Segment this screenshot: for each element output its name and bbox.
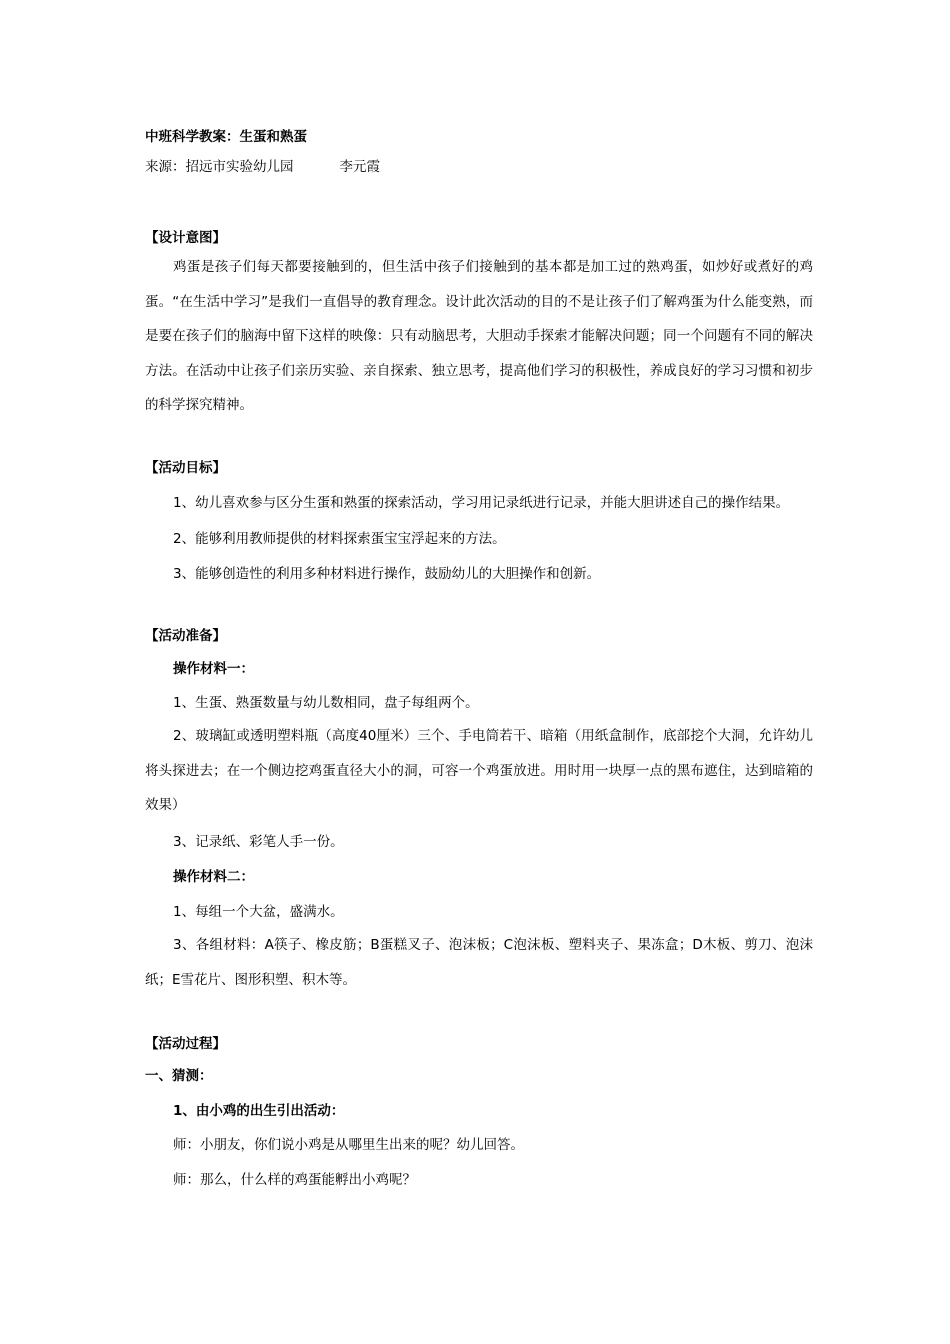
design-heading: 【设计意图】 (145, 230, 226, 246)
material-item: 2、玻璃缸或透明塑料瓶（高度40厘米）三个、手电筒若干、暗箱（用纸盒制作，底部挖个大洞，允许幼儿将头探进去；在一个侧边挖鸡蛋直径大小的洞，可容一个鸡蛋放进。用时用一块厚一点的黑布遮住，达到暗箱的效果） (145, 728, 813, 813)
material-item: 3、记录纸、彩笔人手一份。 (173, 834, 344, 850)
source-label: 来源：招远市实验幼儿园 (145, 159, 294, 175)
author-name: 李元霞 (339, 159, 380, 175)
material-item: 1、生蛋、熟蛋数量与幼儿数相同，盘子每组两个。 (173, 695, 479, 711)
step-one-heading: 一、猜测： (145, 1068, 213, 1084)
goal-item: 2、能够利用教师提供的材料探索蛋宝宝浮起来的方法。 (173, 531, 506, 547)
document-title: 中班科学教案：生蛋和熟蛋 (145, 129, 307, 145)
material-item: 1、每组一个大盆，盛满水。 (173, 904, 344, 920)
material-two-heading: 操作材料二： (173, 869, 254, 885)
step-sub-heading: 1、由小鸡的出生引出活动： (173, 1103, 345, 1119)
preparation-heading: 【活动准备】 (145, 628, 226, 644)
dialogue-line: 师：小朋友，你们说小鸡是从哪里生出来的呢？幼儿回答。 (173, 1137, 524, 1153)
dialogue-line: 师：那么，什么样的鸡蛋能孵出小鸡呢？ (173, 1172, 416, 1188)
goals-heading: 【活动目标】 (145, 460, 226, 476)
design-paragraph: 鸡蛋是孩子们每天都要接触到的，但生活中孩子们接触到的基本都是加工过的熟鸡蛋，如炒好或煮好的鸡蛋。“在生活中学习”是我们一直倡导的教育理念。设计此次活动的目的不是让孩子们了解鸡蛋为什么能变熟，而是要在孩子们的脑海中留下这样的映像：只有动脑思考，大胆动手探索才能解决问题；同一个问题有不同的解决方法。在活动中让孩子们亲历实验、亲自探索、独立思考，提高他们学习的积极性，养成良好的学习习惯和初步的科学探究精神。 (145, 259, 813, 413)
process-heading: 【活动过程】 (145, 1036, 226, 1052)
goal-item: 3、能够创造性的利用多种材料进行操作，鼓励幼儿的大胆操作和创新。 (173, 566, 601, 582)
goal-item: 1、幼儿喜欢参与区分生蛋和熟蛋的探索活动，学习用记录纸进行记录，并能大胆讲述自己的操作结果。 (173, 495, 790, 511)
source-line (145, 157, 813, 177)
material-one-heading: 操作材料一： (173, 661, 254, 677)
material-item: 3、各组材料：A筷子、橡皮筋；B蛋糕叉子、泡沫板；C泡沫板、塑料夹子、果冻盒；D木板、剪刀、泡沫纸；E雪花片、图形积塑、积木等。 (145, 937, 813, 988)
